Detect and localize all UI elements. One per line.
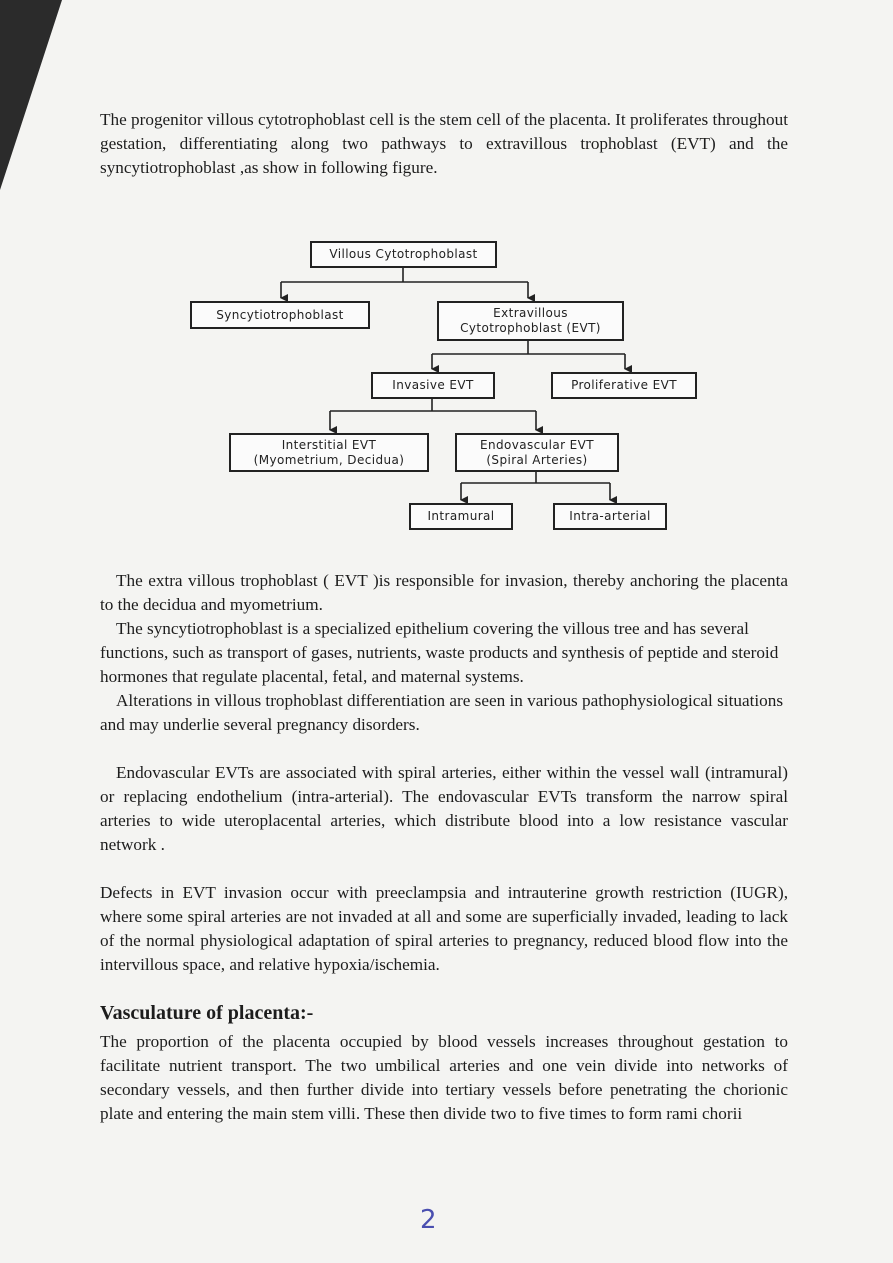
box-villous-cytotrophoblast — [310, 241, 497, 268]
box-label-line1: Extravillous — [493, 306, 568, 320]
box-label: Proliferative EVT — [571, 378, 677, 392]
box-label-line1: Endovascular EVT — [479, 437, 594, 452]
paragraph-alterations: Alterations in villous trophoblast differentiation are seen in various pathophysiological situations and may underlie several pregnancy disorders. — [100, 691, 784, 734]
paragraph-defects: Defects in EVT invasion occur with preeclampsia and intrauterine growth restriction (IUGR), where some spiral arteries are not invaded at all and some are superficially invaded, leading to lack of the normal physiological adaptation of spiral arteries to pregnancy, reduced blood flow into the intervillous space, and relative hypoxia/ischemia. — [100, 883, 788, 974]
paragraph-vasculature: The proportion of the placenta occupied by blood vessels increases throughout gestation to facilitate nutrient transport. The two umbilical arteries and one vein divide into networks of secondary vessels, and then further divide into tertiary vessels before penetrating the chorionic plate and entering the main stem villi. These then divide two to five times to form rami chorii — [100, 1032, 788, 1123]
box-label: Invasive EVT — [392, 378, 474, 392]
box-label-line2: (Spiral Arteries) — [486, 452, 588, 467]
box-label: Intramural — [427, 509, 495, 523]
box-intramural — [409, 503, 513, 530]
box-extravillous-cytotrophoblast — [437, 301, 624, 341]
box-label: Intra-arterial — [569, 509, 651, 523]
box-endovascular-evt — [455, 433, 619, 472]
box-label: Syncytiotrophoblast — [216, 307, 344, 322]
box-label-line2: (Myometrium, Decidua) — [253, 452, 405, 467]
paragraph-syncytiotrophoblast: The syncytiotrophoblast is a specialized epithelium covering the villous tree and has several functions, such as transport of gases, nutrients, waste products and synthesis of peptide and steroid hormones that regulate placental, fetal, and maternal systems. — [100, 619, 779, 686]
section-heading-vasculature: Vasculature of placenta:- — [100, 1002, 314, 1024]
box-interstitial-evt — [229, 433, 429, 472]
box-label-line1: Interstitial EVT — [281, 437, 377, 452]
box-intra-arterial — [553, 503, 667, 530]
box-label: Villous Cytotrophoblast — [329, 247, 478, 261]
page-number: 2 — [420, 1205, 437, 1235]
paragraph-evt-role: The extra villous trophoblast ( EVT )is responsible for invasion, thereby anchoring the placenta to the decidua and myometrium. — [100, 571, 788, 614]
box-label-line2: Cytotrophoblast (EVT) — [460, 321, 601, 335]
flowchart-connectors — [0, 0, 893, 560]
paragraph-endovascular: Endovascular EVTs are associated with spiral arteries, either within the vessel wall (intramural) or replacing endothelium (intra-arterial). The endovascular EVTs transform the narrow spiral arteries to wide uteroplacental arteries, which distribute blood into a low resistance vascular network . — [100, 763, 788, 854]
paragraph-intro: The progenitor villous cytotrophoblast cell is the stem cell of the placenta. It proliferates throughout gestation, differentiating along two pathways to extravillous trophoblast (EVT) and the syncytiotrophoblast ,as show in following figure. — [100, 110, 788, 177]
box-syncytiotrophoblast — [190, 301, 370, 329]
box-proliferative-evt — [551, 372, 697, 399]
box-invasive-evt — [371, 372, 495, 399]
